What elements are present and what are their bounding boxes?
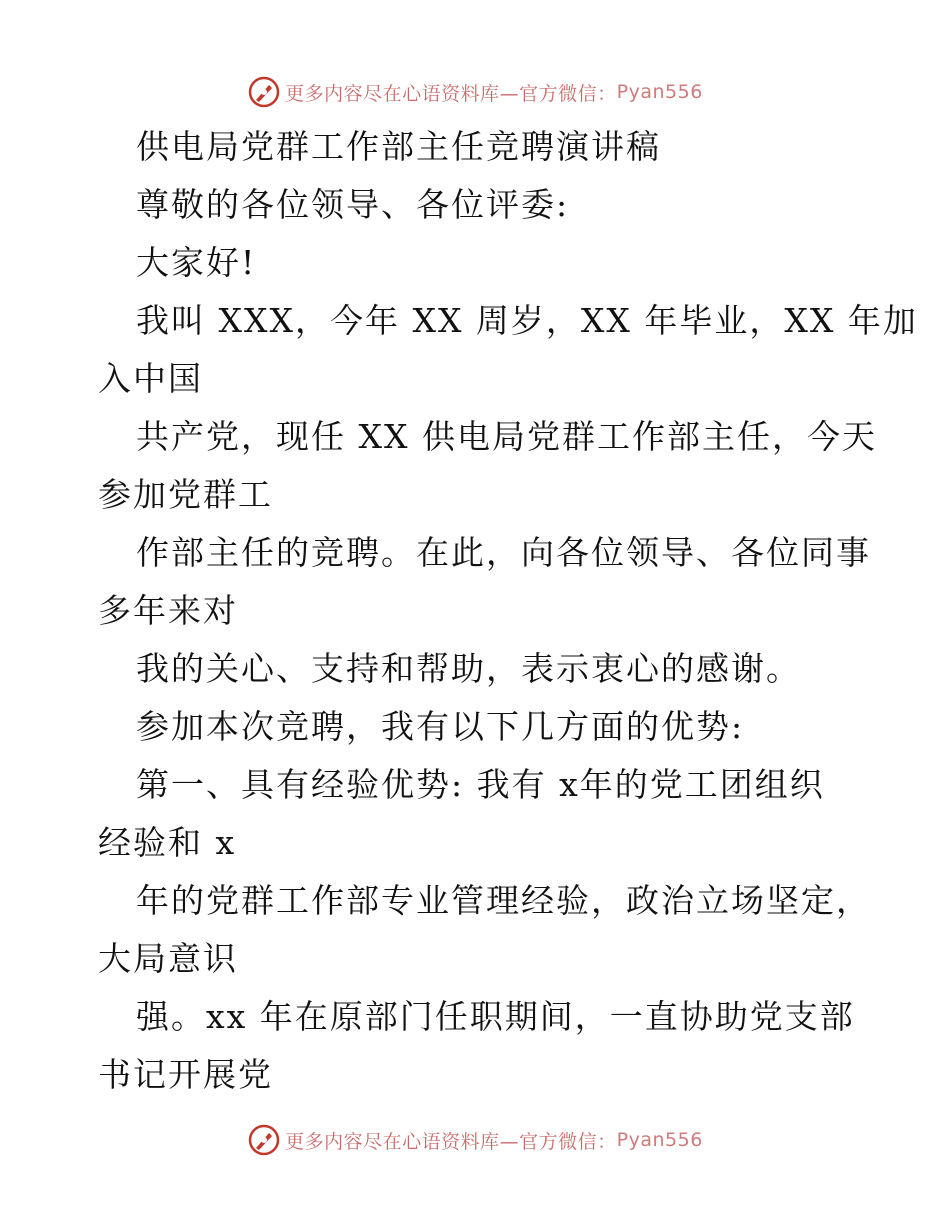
watermark-wechat-id: Pyan556 — [616, 1129, 703, 1151]
text-line: 入中国 — [98, 359, 203, 398]
text-line: 强。xx 年在原部门任职期间，一直协助党支部 — [136, 997, 855, 1036]
text-line: 我叫 XXX，今年 XX 周岁，XX 年毕业，XX 年加 — [136, 301, 918, 340]
footer-watermark — [0, 1120, 950, 1160]
text-line: 共产党，现任 XX 供电局党群工作部主任，今天 — [136, 417, 877, 456]
text-line: 书记开展党 — [98, 1055, 273, 1094]
text-line: 经验和 x — [98, 823, 237, 862]
text-line: 第一、具有经验优势: 我有 x年的党工团组织 — [136, 765, 825, 804]
watermark-text: 更多内容尽在心语资料库—官方微信： — [285, 82, 617, 105]
text-line: 供电局党群工作部主任竞聘演讲稿 — [136, 127, 661, 166]
text-line: 大家好! — [136, 243, 257, 282]
text-line: 多年来对 — [98, 591, 238, 630]
watermark-text: 更多内容尽在心语资料库—官方微信： — [285, 1130, 617, 1153]
text-line: 我的关心、支持和帮助，表示衷心的感谢。 — [136, 649, 801, 688]
pen-logo-icon — [247, 1123, 281, 1157]
document-body — [98, 118, 918, 1104]
text-line: 参加党群工 — [98, 475, 273, 514]
pen-logo-icon — [247, 75, 281, 109]
text-line: 年的党群工作部专业管理经验，政治立场坚定， — [136, 881, 871, 920]
text-line: 参加本次竞聘，我有以下几方面的优势: — [136, 707, 745, 746]
text-line: 大局意识 — [98, 939, 238, 978]
header-watermark — [0, 72, 950, 112]
text-line: 尊敬的各位领导、各位评委: — [136, 185, 570, 224]
text-line: 作部主任的竞聘。在此，向各位领导、各位同事 — [136, 533, 871, 572]
watermark-wechat-id: Pyan556 — [616, 81, 703, 103]
